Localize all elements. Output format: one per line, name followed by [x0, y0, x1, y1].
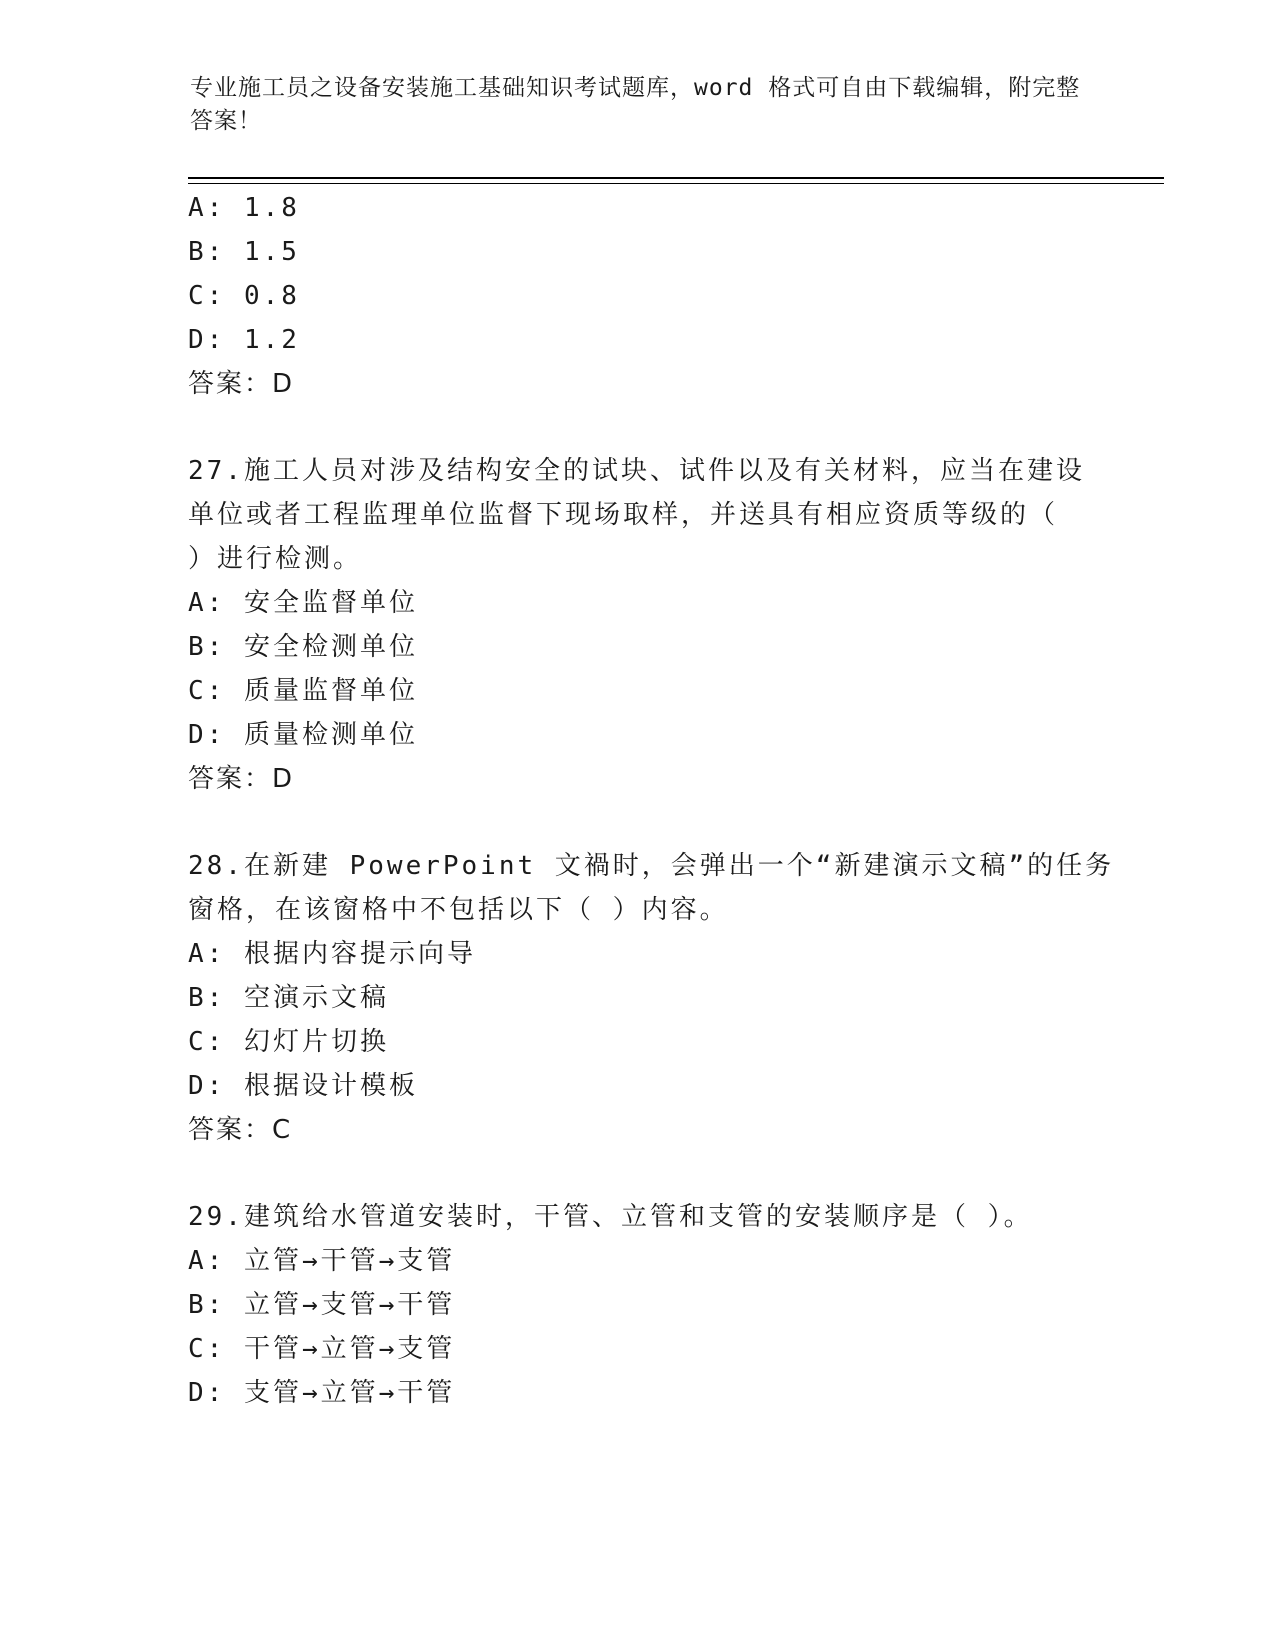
q27-option-d: D: 质量检测单位 [188, 720, 418, 750]
q26-option-c: C: 0.8 [188, 281, 300, 311]
q28-option-c: C: 幻灯片切换 [188, 1027, 389, 1057]
q27-option-c: C: 质量监督单位 [188, 676, 418, 706]
q27-answer: 答案：D [188, 764, 295, 794]
header-divider-thick [188, 177, 1164, 179]
q26-answer: 答案：D [188, 369, 295, 399]
q27-stem-line-3: ）进行检测。 [188, 544, 363, 574]
header-divider-thin [188, 183, 1164, 184]
q29-option-b: B: 立管→支管→干管 [188, 1290, 456, 1320]
q27-option-b: B: 安全检测单位 [188, 632, 418, 662]
q28-stem-line-2: 窗格，在该窗格中不包括以下（ ）内容。 [188, 895, 729, 925]
q27-stem-line-2: 单位或者工程监理单位监督下现场取样，并送具有相应资质等级的（ [188, 500, 1059, 530]
q28-option-a: A: 根据内容提示向导 [188, 939, 476, 969]
q27-stem-line-1: 27.施工人员对涉及结构安全的试块、试件以及有关材料，应当在建设 [188, 456, 1085, 486]
q28-stem-line-1: 28.在新建 PowerPoint 文禍时，会弹出一个“新建演示文稿”的任务 [188, 851, 1115, 881]
q29-option-a: A: 立管→干管→支管 [188, 1246, 456, 1276]
q29-option-d: D: 支管→立管→干管 [188, 1378, 456, 1408]
q28-option-d: D: 根据设计模板 [188, 1071, 418, 1101]
document-header: 专业施工员之设备安装施工基础知识考试题库，word 格式可自由下载编辑，附完整答案！ [190, 75, 1081, 134]
q26-option-b: B: 1.5 [188, 237, 300, 267]
q28-option-b: B: 空演示文稿 [188, 983, 389, 1013]
q27-option-a: A: 安全监督单位 [188, 588, 418, 618]
q28-answer: 答案：C [188, 1115, 293, 1145]
q26-option-a: A: 1.8 [188, 193, 300, 223]
q29-stem-line-1: 29.建筑给水管道安装时，干管、立管和支管的安装顺序是（ ）。 [188, 1202, 1033, 1232]
q26-option-d: D: 1.2 [188, 325, 300, 355]
q29-option-c: C: 干管→立管→支管 [188, 1334, 456, 1364]
